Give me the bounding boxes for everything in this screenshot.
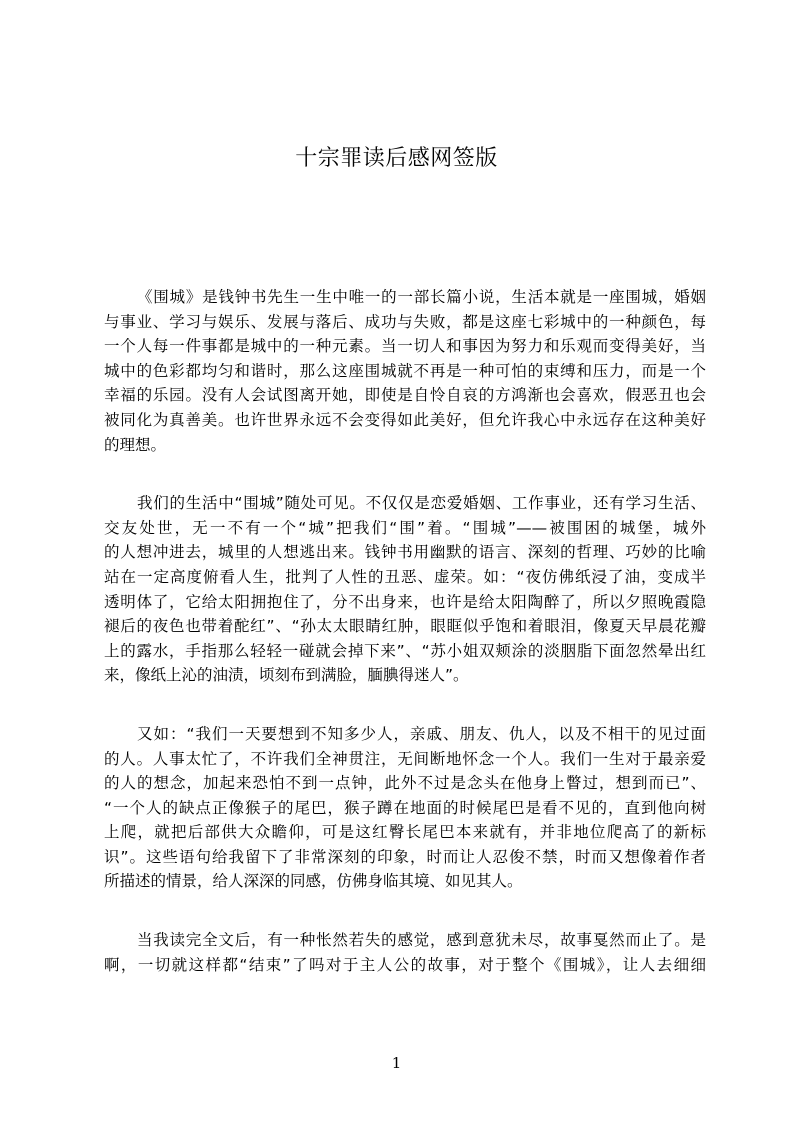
- page-number: 1: [391, 1054, 402, 1072]
- text-line: 啊，一切就这样都“结束”了吗对于主人公的故事，对于整个《围城》，让人去细细: [104, 955, 706, 974]
- text-line: 又如：“我们一天要想到不知多少人，亲戚、朋友、仇人，以及不相干的见过面: [137, 724, 706, 743]
- text-line: 交友处世，无一不有一个“城”把我们“围”着。“围城”——被围困的城堡，城外: [104, 518, 706, 537]
- text-line: 的人的想念，加起来恐怕不到一点钟，此外不过是念头在他身上瞥过，想到而已”、: [104, 774, 706, 793]
- paragraph-4: [104, 928, 706, 977]
- document-body: [104, 285, 706, 1011]
- text-line: 来，像纸上沁的油渍，顷刻布到满脸，腼腆得迷人”。: [104, 666, 469, 685]
- text-line: 《围城》是钱钟书先生一生中唯一的一部长篇小说，生活本就是一座围城，婚姻: [137, 288, 706, 306]
- document-title: 十宗罪读后感网签版: [295, 146, 498, 171]
- text-line: 识”。这些语句给我留下了非常深刻的印象，时而让人忍俊不禁，时而又想像着作者: [104, 847, 706, 866]
- text-line: 站在一定高度俯看人生，批判了人性的丑恶、虚荣。如：“夜仿佛纸浸了油，变成半: [104, 567, 706, 586]
- text-line: 所描述的情景，给人深深的同感，仿佛身临其境、如见其人。: [104, 872, 523, 891]
- paragraph-3: [104, 722, 706, 894]
- text-line: 一个人每一件事都是城中的一种元素。当一切人和事因为努力和乐观而变得美好，当: [104, 337, 706, 356]
- text-line: 透明体了，它给太阳拥抱住了，分不出身来，也许是给太阳陶醉了，所以夕照晚霞隐: [104, 592, 706, 611]
- text-line: 城中的色彩都均匀和谐时，那么这座围城就不再是一种可怕的束缚和压力，而是一个: [104, 361, 706, 380]
- text-line: 我们的生活中“围城”随处可见。不仅仅是恋爱婚姻、工作事业，还有学习生活、: [137, 494, 706, 513]
- text-line: 当我读完全文后，有一种怅然若失的感觉，感到意犹未尽，故事戛然而止了。是: [137, 931, 706, 950]
- paragraph-1: [104, 285, 706, 457]
- text-line: 被同化为真善美。也许世界永远不会变得如此美好，但允许我心中永远存在这种美好: [104, 410, 706, 429]
- text-line: 上爬，就把后部供大众瞻仰，可是这红臀长尾巴本来就有，并非地位爬高了的新标: [104, 823, 706, 842]
- text-line: 的人想冲进去，城里的人想逃出来。钱钟书用幽默的语言、深刻的哲理、巧妙的比喻: [104, 543, 706, 562]
- text-line: “一个人的缺点正像猴子的尾巴，猴子蹲在地面的时候尾巴是看不见的，直到他向树: [104, 798, 706, 817]
- paragraph-2: [104, 491, 706, 688]
- text-line: 褪后的夜色也带着酡红”、“孙太太眼睛红肿，眼眶似乎饱和着眼泪，像夏天早晨花瓣: [104, 617, 706, 636]
- text-line: 的理想。: [104, 435, 167, 454]
- text-line: 上的露水，手指那么轻轻一碰就会掉下来”、“苏小姐双颊涂的淡胭脂下面忽然晕出红: [104, 641, 706, 660]
- text-line: 的人。人事太忙了，不许我们全神贯注，无间断地怀念一个人。我们一生对于最亲爱: [104, 749, 706, 768]
- text-line: 与事业、学习与娱乐、发展与落后、成功与失败，都是这座七彩城中的一种颜色，每: [104, 312, 706, 331]
- text-line: 幸福的乐园。没有人会试图离开她，即使是自怜自哀的方鸿渐也会喜欢，假恶丑也会: [104, 386, 706, 405]
